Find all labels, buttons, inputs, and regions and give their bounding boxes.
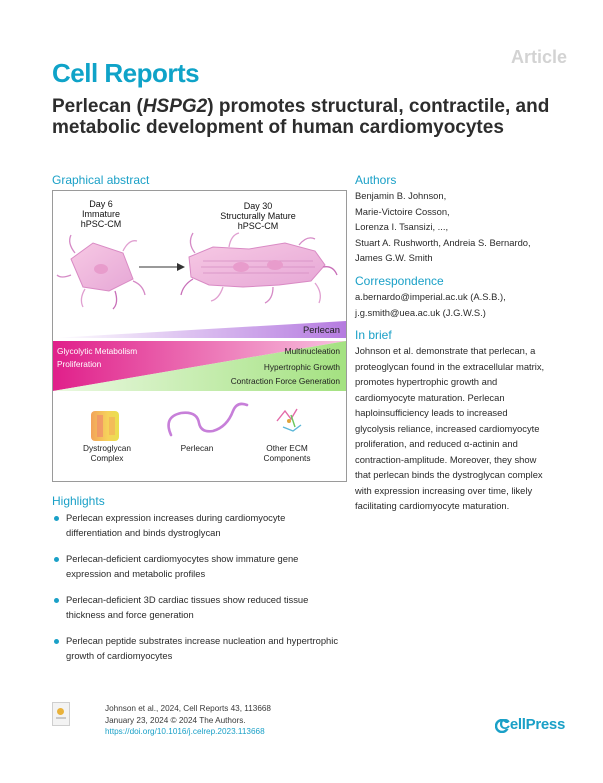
author-line: Stuart A. Rushworth, Andreia S. Bernardo,	[355, 236, 531, 248]
correspondence-email[interactable]: j.g.smith@uea.ac.uk (J.G.W.S.)	[355, 306, 486, 318]
immature-cell-nucleus	[94, 264, 108, 274]
in-brief-heading: In brief	[355, 328, 392, 342]
highlight-item	[52, 551, 342, 581]
dystroglycan-line-2: Complex	[90, 453, 124, 463]
other-ecm-line-2: Components	[263, 453, 311, 463]
day6-label	[71, 199, 131, 229]
graphical-abstract	[52, 190, 347, 482]
other-ecm-label	[247, 443, 327, 463]
author-line: Marie-Victoire Cosson,	[355, 205, 450, 217]
proliferation-label: Proliferation	[57, 359, 102, 369]
author-line: Benjamin B. Johnson,	[355, 190, 447, 201]
dystroglycan-label	[67, 443, 147, 463]
bullet-icon	[54, 557, 59, 562]
day6-line-2: Immature	[81, 209, 120, 219]
mature-cell-nucleus-1	[233, 262, 249, 272]
bullet-icon	[54, 516, 59, 521]
title-text-1: Perlecan (	[52, 96, 143, 117]
mature-cell-shape	[189, 243, 325, 287]
perlecan-strand-illustration	[169, 404, 247, 435]
contraction-force-label: Contraction Force Generation	[230, 376, 340, 386]
dystroglycan-complex-illustration	[91, 411, 119, 441]
other-ecm-illustration	[277, 409, 301, 431]
hypertrophic-growth-label: Hypertrophic Growth	[263, 362, 340, 372]
correspondence-emails	[355, 289, 570, 320]
article-type-label: Article	[510, 47, 567, 67]
correspondence-email[interactable]: a.bernardo@imperial.ac.uk (A.S.B.),	[355, 291, 506, 302]
author-line: James G.W. Smith	[355, 252, 433, 263]
graphical-abstract-heading: Graphical abstract	[52, 173, 150, 187]
authors-list	[355, 188, 570, 266]
author-line: Lorenza I. Tsansizi, ...,	[355, 221, 449, 232]
mature-cell-nucleus-2	[267, 260, 283, 270]
perlecan-label: Perlecan	[180, 443, 214, 453]
correspondence-heading: Correspondence	[355, 274, 444, 288]
multinucleation-label: Multinucleation	[284, 346, 340, 356]
title-text-2: ) promotes structural, contractile, and metabolic development of human cardiomyocytes	[52, 96, 550, 138]
highlight-text: Perlecan-deficient cardiomyocytes show immature gene expression and metabolic profiles	[66, 553, 299, 579]
metabolism-label: Glycolytic Metabolism	[57, 346, 138, 356]
citation-block	[105, 703, 271, 738]
highlights-heading: Highlights	[52, 494, 105, 508]
day30-line-3: hPSC-CM	[237, 221, 279, 231]
highlights-list	[52, 510, 342, 674]
publication-date: January 23, 2024 © 2024 The Authors.	[105, 715, 246, 725]
in-brief-text: Johnson et al. demonstrate that perlecan, a proteoglycan found in the extracellular matrix, promotes hypertrophic growth and cardiomyocyte maturation. Perlecan haploinsufficiency leads to increased glycolysis reliance, increased cardiomyocyte proliferation, and reduced α-actinin and contraction-amplitude. Moreover, they show that perlecan binds the dystroglycan complex with expression increasing over time, likely facilitating cardiomyocyte maturation.	[355, 345, 545, 511]
check-for-updates-icon[interactable]	[52, 702, 70, 726]
perlecan-bar-label: Perlecan	[302, 324, 340, 335]
authors-heading: Authors	[355, 173, 397, 187]
journal-name[interactable]: Cell Reports	[52, 58, 200, 88]
day6-line-3: hPSC-CM	[80, 219, 122, 229]
highlight-item	[52, 633, 342, 663]
citation-text: Johnson et al., 2024, Cell Reports 43, 113668	[105, 704, 271, 713]
highlight-text: Perlecan expression increases during cardiomyocyte differentiation and binds dystroglycan	[66, 512, 286, 538]
other-ecm-line-1: Other ECM	[266, 443, 308, 453]
highlight-item	[52, 510, 342, 540]
day30-line-2: Structurally Mature	[220, 211, 296, 221]
highlight-text: Perlecan peptide substrates increase nucleation and hypertrophic growth of cardiomyocytes	[66, 635, 339, 661]
bullet-icon	[54, 598, 59, 603]
highlight-item	[52, 592, 342, 622]
dystroglycan-line-1: Dystroglycan	[83, 443, 131, 453]
day30-label	[203, 201, 313, 231]
graphical-abstract-figure	[53, 191, 346, 481]
day30-line-1: Day 30	[243, 201, 273, 211]
bullet-icon	[54, 639, 59, 644]
day6-line-1: Day 6	[89, 199, 113, 209]
title-gene: HSPG2	[142, 96, 208, 117]
article-title	[52, 96, 562, 138]
doi-link[interactable]: https://doi.org/10.1016/j.celrep.2023.113668	[105, 727, 265, 736]
highlight-text: Perlecan-deficient 3D cardiac tissues show reduced tissue thickness and force generation	[66, 594, 309, 620]
maturation-arrowhead	[177, 263, 185, 271]
publisher-logo[interactable]: CellPress	[499, 716, 565, 733]
